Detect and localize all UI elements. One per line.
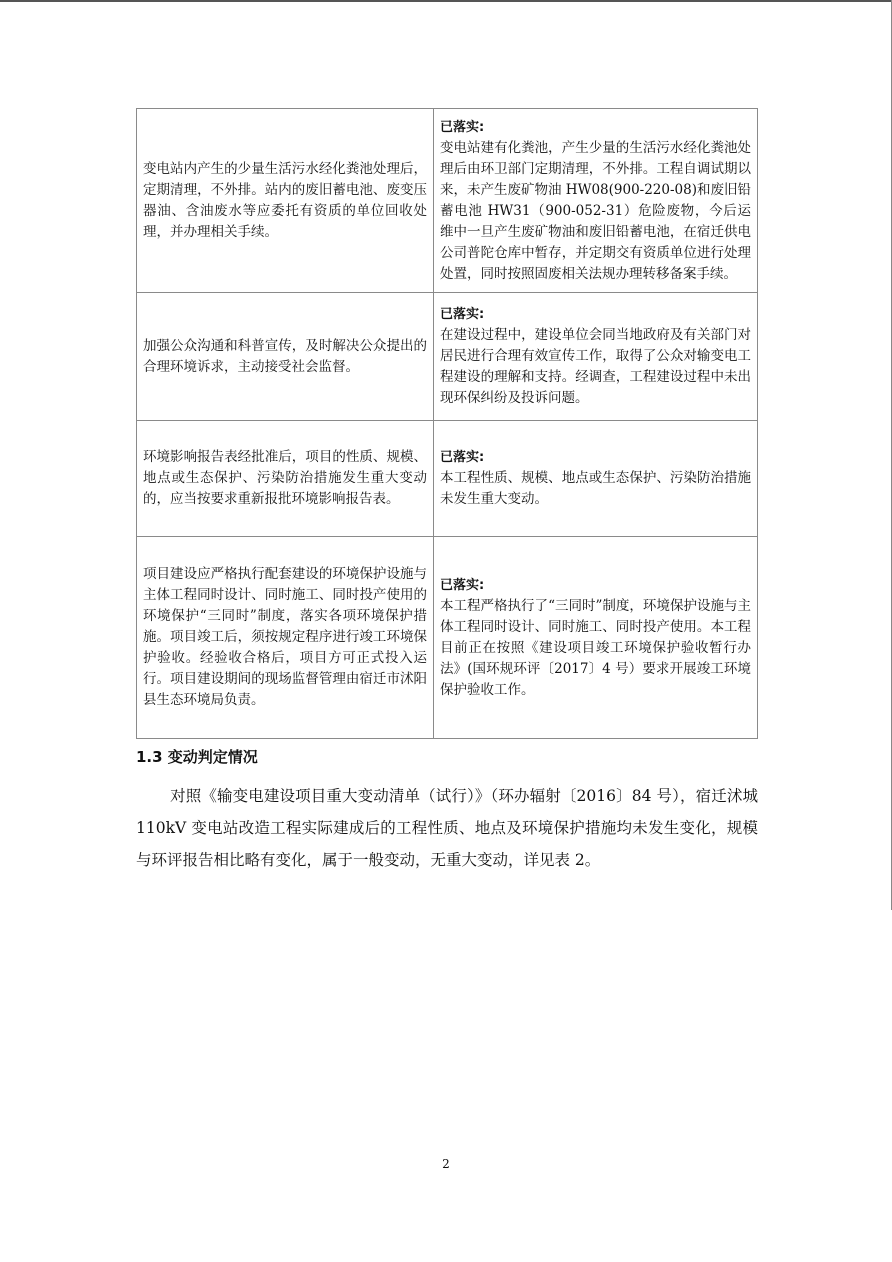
requirement-cell: 项目建设应严格执行配套建设的环境保护设施与主体工程同时设计、同时施工、同时投产使用的环境保护“三同时”制度，落实各项环境保护措施。项目竣工后，须按规定程序进行竣工环境保护验收。经验收合格后，项目方可正式投入运行。项目建设期间的现场监督管理由宿迁市沭阳县生态环境局负责。 [137,537,434,739]
requirement-cell: 加强公众沟通和科普宣传，及时解决公众提出的合理环境诉求，主动接受社会监督。 [137,293,434,421]
page-number: 2 [442,1157,450,1171]
implementation-text: 变电站建有化粪池，产生少量的生活污水经化粪池处理后由环卫部门定期清理，不外排。工程自调试期以来，未产生废矿物油 HW08(900-220-08)和废旧铅蓄电池 HW31（900-052-31）危险废物，今后运维中一旦产生废矿物油和废旧铅蓄电池，在宿迁供电公司普陀仓库中暂存，并定期交有资质单位进行处理处置，同时按照固废相关法规办理转移备案手续。 [440,139,751,282]
status-label: 已落实: [440,577,485,593]
implementation-text: 本工程严格执行了“三同时”制度，环境保护设施与主体工程同时设计、同时施工、同时投产使用。本工程目前正在按照《建设项目竣工环境保护验收暂行办法》(国环规环评〔2017〕4 号）要求开展竣工环境保护验收工作。 [440,597,751,698]
implementation-cell [434,421,758,537]
implementation-cell [434,537,758,739]
status-label: 已落实: [440,307,485,322]
status-label: 已落实: [440,119,485,135]
section-heading: 1.3 变动判定情况 [136,748,258,766]
requirement-cell: 变电站内产生的少量生活污水经化粪池处理后，定期清理，不外排。站内的废旧蓄电池、废变压器油、含油废水等应委托有资质的单位回收处理，并办理相关手续。 [137,109,434,293]
implementation-text: 在建设过程中，建设单位会同当地政府及有关部门对居民进行合理有效宣传工作，取得了公众对输变电工程建设的理解和支持。经调查，工程建设过程中未出现环保纠纷及投诉问题。 [440,327,751,406]
section-paragraph [136,780,758,876]
table-row [137,293,758,421]
paragraph-text: 对照《输变电建设项目重大变动清单（试行）》（环办辐射〔2016〕84 号），宿迁沭城 110kV 变电站改造工程实际建成后的工程性质、地点及环境保护措施均未发生变化，规模与环评报告相比略有变化，属于一般变动，无重大变动，详见表 2。 [136,787,758,869]
status-label: 已落实: [440,450,485,465]
top-border-line [0,0,892,2]
implementation-cell [434,109,758,293]
table-row [137,421,758,537]
implementation-text: 本工程性质、规模、地点或生态保护、污染防治措施未发生重大变动。 [440,470,751,507]
requirement-cell: 环境影响报告表经批准后，项目的性质、规模、地点或生态保护、污染防治措施发生重大变动的，应当按要求重新报批环境影响报告表。 [137,421,434,537]
implementation-cell [434,293,758,421]
table-row [137,537,758,739]
requirements-table [136,108,758,739]
table-row [137,109,758,293]
